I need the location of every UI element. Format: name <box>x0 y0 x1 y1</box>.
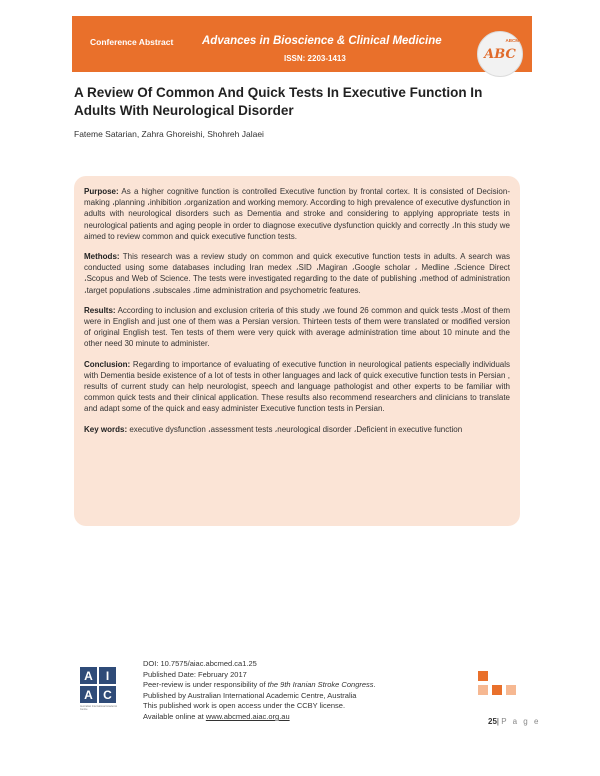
decor-square <box>478 671 488 681</box>
abstract-keywords <box>84 424 510 435</box>
decor-square <box>492 685 502 695</box>
issn: ISSN: 2203-1413 <box>284 54 346 63</box>
published-date: Published Date: February 2017 <box>143 669 247 679</box>
methods-text: This research was a review study on common and quick executive function tests in adults. A search was conducted using some databases including Iran medex ،SID ،Magiran ،Google scholar ، Medline ،Science Direct ،Scopus and Web of Science. The tests were investigated regarding to the date of publishing ،method of administration ،target populations ،subscales ،time administration and psychometric features. <box>84 252 510 295</box>
page-word: P a g e <box>501 717 541 726</box>
peer-review-suffix: . <box>373 680 376 690</box>
aiac-logo-letter: A <box>80 686 97 703</box>
aiac-logo-letter: I <box>99 667 116 684</box>
publication-metadata <box>143 659 376 723</box>
purpose-text: As a higher cognitive function is controlled Executive function by frontal cortex. It is consisted of Decision-making ،planning ،inhibition ،organization and working memory. According to high prevalence of executive dysfunction in adults with neurological disorders such as Dementia and stroke and considering to applying appropriate tests in neurological patients and aging people in order to diagnose executive dysfunction quickly and correctly ،In this study we aimed to review common and quick executive function tests. <box>84 187 510 241</box>
peer-review-note <box>143 680 376 691</box>
publisher-line: Published by Australian International Academic Centre, Australia <box>143 690 357 700</box>
page-separator: | <box>496 717 499 726</box>
aiac-logo-letter: A <box>80 667 97 684</box>
page-number-value: 25 <box>488 717 497 726</box>
doi: DOI: 10.7575/aiac.abcmed.ca1.25 <box>143 659 257 668</box>
journal-logo <box>477 31 523 77</box>
keywords-label: Key words: <box>84 424 128 434</box>
aiac-logo-caption: Australian International Academic Centre <box>80 705 118 711</box>
journal-logo-mini-text: ABCM <box>505 38 519 43</box>
available-online <box>143 712 376 723</box>
license-line: This published work is open access under the CCBY license. <box>143 701 346 711</box>
article-type-label: Conference Abstract <box>90 37 174 47</box>
author-list: Fateme Satarian, Zahra Ghoreishi, Shohreh Jalaei <box>74 129 264 139</box>
page-number <box>488 717 540 726</box>
journal-url-link[interactable]: www.abcmed.aiac.org.au <box>205 711 290 721</box>
aiac-logo-letter: C <box>99 686 116 703</box>
abstract-conclusion <box>84 359 510 415</box>
article-title: A Review Of Common And Quick Tests In Executive Function In Adults With Neurological Disorder <box>74 85 483 118</box>
purpose-label: Purpose: <box>84 187 119 196</box>
keywords-text: executive dysfunction ،assessment tests ،neurological disorder ،Deficient in executive function <box>127 424 463 434</box>
abstract-methods <box>84 251 510 296</box>
journal-name: Advances in Bioscience & Clinical Medicine <box>202 35 442 47</box>
journal-header-bar <box>72 16 532 72</box>
decor-square <box>478 685 488 695</box>
methods-label: Methods: <box>84 252 120 262</box>
conclusion-text: Regarding to importance of evaluating of executive function in neurological patients especially individuals with Dementia beside existence of a lot of tests in other languages and lack of quick executive function tests in Persian , results of current study can help neurologist, speech and language pathologist and other experts to be familiar with common quick tests and their clinical application. These results also recommend researchers and clinicians to translate and adapt some of the quick and easy administer Executive function tests in Persian. <box>84 359 510 414</box>
journal-logo-text: ABC <box>484 47 516 62</box>
available-prefix: Available online at <box>143 711 206 721</box>
congress-name: the 9th Iranian Stroke Congress <box>267 680 374 690</box>
results-label: Results: <box>84 305 116 315</box>
abstract-results <box>84 305 510 350</box>
results-text: According to inclusion and exclusion criteria of this study ،we found 26 common and quick tests ،Most of them were in English and just one of them was a Persian version. Thirteen tests of them were translated or modified version of original English test. Ten tests of them were very quick with average administration time about 10 minute and the other need 30 minute to administer. <box>84 305 510 349</box>
abstract-purpose <box>84 186 510 242</box>
decor-square <box>506 685 516 695</box>
conclusion-label: Conclusion: <box>84 359 131 369</box>
abstract-box <box>74 176 520 526</box>
peer-review-prefix: Peer-review is under responsibility of <box>143 680 268 690</box>
aiac-logo <box>80 667 118 727</box>
